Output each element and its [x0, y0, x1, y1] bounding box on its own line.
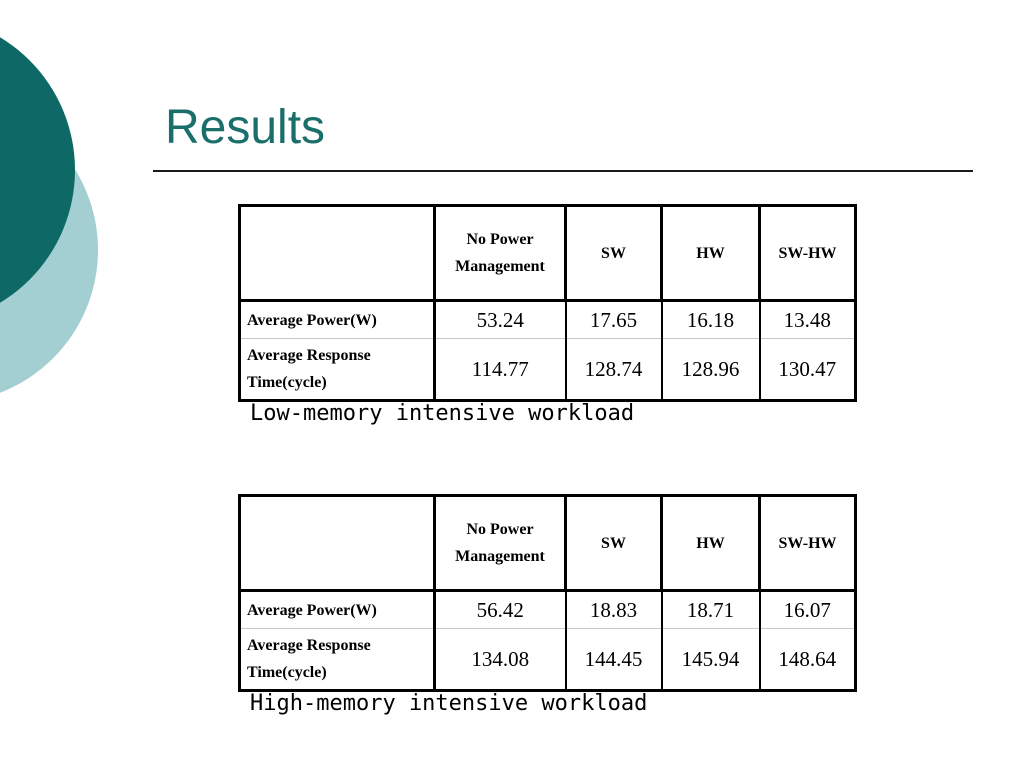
value-cell: 18.71	[662, 591, 760, 629]
table-row	[240, 339, 856, 401]
value-cell: 145.94	[662, 629, 760, 691]
header-line: Management	[455, 258, 545, 275]
row-label-line: Average Power(W)	[247, 601, 377, 619]
value-cell: 130.47	[760, 339, 856, 401]
header-sw: SW	[566, 206, 662, 301]
table-header-row	[240, 496, 856, 591]
value-cell: 53.24	[435, 301, 566, 339]
header-hw: HW	[662, 206, 760, 301]
header-line: Management	[455, 548, 545, 565]
header-sw-hw: SW-HW	[760, 496, 856, 591]
header-sw-hw: SW-HW	[760, 206, 856, 301]
table-header-row	[240, 206, 856, 301]
header-line: No Power	[466, 521, 534, 538]
table-corner-cell	[240, 206, 435, 301]
decorative-circles	[0, 0, 110, 420]
header-no-power-management	[435, 496, 566, 591]
row-label	[240, 301, 435, 339]
value-cell: 56.42	[435, 591, 566, 629]
value-cell: 16.07	[760, 591, 856, 629]
table-corner-cell	[240, 496, 435, 591]
value-cell: 16.18	[662, 301, 760, 339]
row-label	[240, 591, 435, 629]
header-no-power-management	[435, 206, 566, 301]
row-label-line: Average Response	[247, 637, 371, 654]
header-line: No Power	[466, 231, 534, 248]
page-title: Results	[165, 101, 326, 154]
table-caption-high-memory: High-memory intensive workload	[250, 691, 648, 716]
results-table-low-memory	[238, 204, 857, 402]
title-divider	[153, 170, 973, 172]
value-cell: 128.74	[566, 339, 662, 401]
row-label-line: Average Power(W)	[247, 311, 377, 329]
row-label-line: Time(cycle)	[247, 664, 327, 681]
table-caption-low-memory: Low-memory intensive workload	[250, 401, 635, 426]
table-row	[240, 629, 856, 691]
header-hw: HW	[662, 496, 760, 591]
table-row	[240, 301, 856, 339]
row-label-line: Average Response	[247, 347, 371, 364]
value-cell: 144.45	[566, 629, 662, 691]
results-table-high-memory	[238, 494, 857, 692]
value-cell: 148.64	[760, 629, 856, 691]
row-label	[240, 339, 435, 401]
value-cell: 18.83	[566, 591, 662, 629]
header-sw: SW	[566, 496, 662, 591]
row-label-line: Time(cycle)	[247, 374, 327, 391]
value-cell: 134.08	[435, 629, 566, 691]
value-cell: 13.48	[760, 301, 856, 339]
value-cell: 114.77	[435, 339, 566, 401]
value-cell: 17.65	[566, 301, 662, 339]
table-row	[240, 591, 856, 629]
row-label	[240, 629, 435, 691]
value-cell: 128.96	[662, 339, 760, 401]
